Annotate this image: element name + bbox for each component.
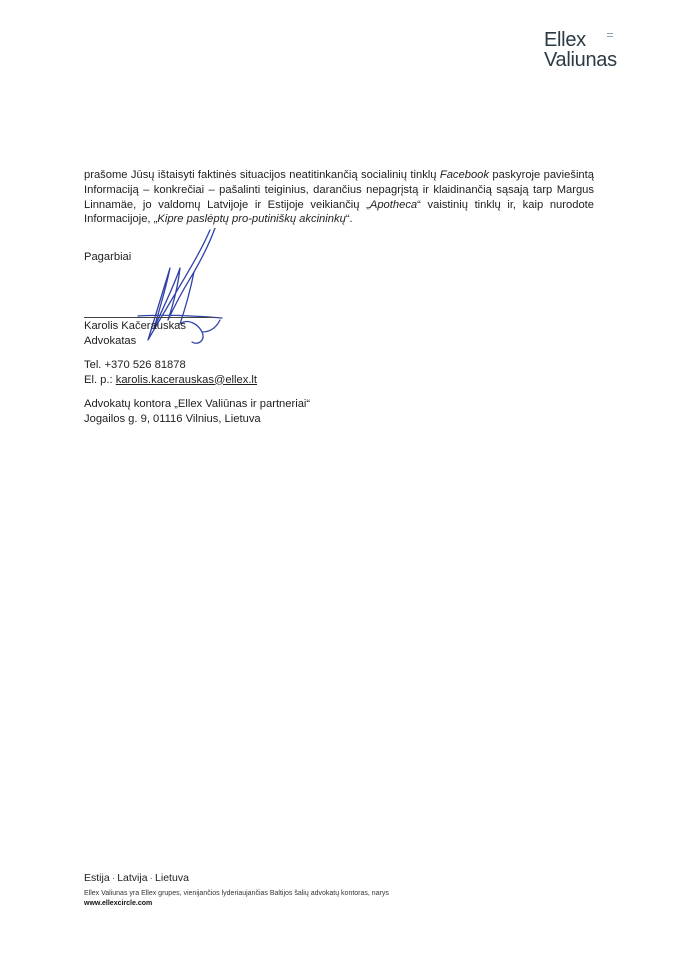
signature-line (84, 317, 214, 318)
logo-line-2: Valiunas (544, 49, 617, 71)
email-label: El. p.: (84, 373, 116, 386)
contact-block (84, 358, 257, 387)
signer-title: Advokatas (84, 334, 137, 347)
apotheca-term: Apotheca (369, 198, 418, 211)
separator-dot-icon: · (111, 872, 116, 884)
body-part-4: “. (345, 213, 353, 226)
firm-name: Advokatų kontora „Ellex Valiūnas ir partneriai“ (84, 398, 311, 410)
signer-phone: Tel. +370 526 81878 (84, 359, 186, 371)
email-row (84, 373, 257, 388)
firm-address: Jogailos g. 9, 01116 Vilnius, Lietuva (84, 412, 261, 425)
body-part-2: paskyroje paviešintą Informaciją – konkrečiai – pašalinti teiginius, darančius nepagrįstą ir klaidinančią sąsają tarp Margus Linnamäe, jo valdomų Latvijoje ir Estijoje veikiančių „ (84, 169, 594, 211)
separator-dot-icon: · (149, 872, 154, 884)
email-link[interactable]: karolis.kacerauskas@ellex.lt (115, 373, 258, 386)
quoted-claim: Kipre paslėptų pro-putiniškų akcininkų (157, 213, 346, 226)
website-link[interactable]: www.ellexcircle.com (84, 900, 153, 907)
facebook-term: Facebook (439, 169, 489, 181)
body-part-1: prašome Jūsų ištaisyti faktinės situacijos neatitinkančią socialinių tinklų (84, 169, 440, 181)
signer-name: Karolis Kačerauskas (84, 320, 186, 332)
logo-mark-icon (607, 33, 613, 39)
ellex-valiunas-logo (544, 30, 617, 70)
letter-body (84, 168, 594, 227)
country-estonia: Estija (84, 872, 110, 884)
body-part-3: “ vaistinių tinklų ir, kaip nurodote Informacijoje, „ (84, 198, 594, 226)
membership-note: Ellex Valiunas yra Ellex grupes, vienijančios lyderiaujančias Baltijos šalių advokatų kontoras, narys (84, 890, 389, 897)
country-latvia: Latvija (117, 872, 148, 884)
logo-line-1: Ellex (544, 29, 586, 51)
page-footer (84, 872, 389, 909)
closing-salutation: Pagarbiai (84, 251, 132, 263)
country-list (84, 872, 389, 884)
firm-block (84, 397, 310, 426)
signer-block (84, 319, 186, 348)
country-lithuania: Lietuva (155, 872, 189, 884)
